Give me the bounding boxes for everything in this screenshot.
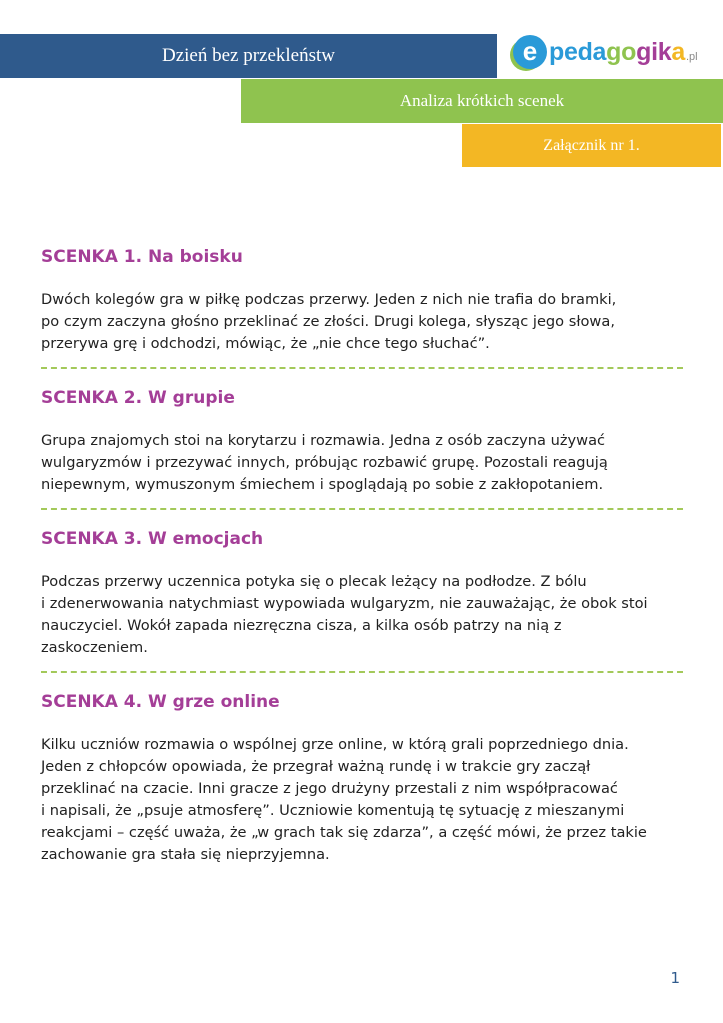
scene-4 bbox=[41, 687, 683, 866]
scene-text-line: i napisali, że „psuje atmosferę”. Uczniowie komentują tę sytuację z mieszanymi bbox=[41, 802, 625, 819]
scene-text-line: po czym zaczyna głośno przeklinać ze złości. Drugi kolega, słysząc jego słowa, bbox=[41, 313, 615, 330]
dashed-separator bbox=[41, 508, 683, 510]
scene-text-line: Podczas przerwy uczennica potyka się o plecak leżący na podłodze. Z bólu bbox=[41, 573, 587, 590]
scene-text-line: wulgaryzmów i przezywać innych, próbując rozbawić grupę. Pozostali reagują bbox=[41, 454, 608, 471]
document-title-banner bbox=[0, 34, 497, 78]
scene-text-line: przerywa grę i odchodzi, mówiąc, że „nie chce tego słuchać”. bbox=[41, 335, 490, 352]
logo-word-part: a bbox=[671, 37, 685, 66]
logo-word-part: gik bbox=[636, 37, 672, 66]
scene-text-line: Jeden z chłopców opowiada, że przegrał ważną rundę i w trakcie gry zaczął bbox=[41, 758, 591, 775]
scene-3 bbox=[41, 524, 683, 659]
scene-text-line: zaskoczeniem. bbox=[41, 639, 148, 656]
scene-title: SCENKA 4. W grze online bbox=[41, 692, 280, 712]
logo-e-icon: e bbox=[513, 35, 547, 69]
scene-text-line: Dwóch kolegów gra w piłkę podczas przerwy. Jeden z nich nie trafia do bramki, bbox=[41, 291, 617, 308]
scene-1 bbox=[41, 242, 683, 355]
scene-text-line: nauczyciel. Wokół zapada niezręczna cisza, a kilka osób patrzy na nią z bbox=[41, 617, 562, 634]
scene-description bbox=[41, 734, 683, 866]
scene-text-line: zachowanie gra stała się nieprzyjemna. bbox=[41, 846, 330, 863]
epedagogika-logo bbox=[513, 30, 718, 74]
logo-wordmark bbox=[549, 38, 685, 67]
scene-description bbox=[41, 289, 683, 355]
dashed-separator bbox=[41, 671, 683, 673]
scene-text-line: i zdenerwowania natychmiast wypowiada wulgaryzm, nie zauważając, że obok stoi bbox=[41, 595, 648, 612]
logo-word-part: peda bbox=[549, 37, 607, 66]
scene-title: SCENKA 2. W grupie bbox=[41, 388, 235, 408]
scene-2 bbox=[41, 383, 683, 496]
scene-title: SCENKA 1. Na boisku bbox=[41, 247, 243, 267]
scene-text-line: przeklinać na czacie. Inni gracze z jego drużyny przestali z nim współpracować bbox=[41, 780, 618, 797]
scene-title: SCENKA 3. W emocjach bbox=[41, 529, 264, 549]
document-title: Dzień bez przekleństw bbox=[161, 45, 336, 66]
document-subtitle-banner bbox=[241, 79, 723, 123]
attachment-label: Załącznik nr 1. bbox=[543, 136, 640, 154]
document-subtitle: Analiza krótkich scenek bbox=[399, 91, 565, 110]
attachment-banner bbox=[462, 124, 721, 167]
logo-domain-suffix: .pl bbox=[685, 50, 698, 63]
scenes-content bbox=[41, 242, 683, 866]
scene-description bbox=[41, 430, 683, 496]
page-number: 1 bbox=[670, 969, 680, 987]
scene-text-line: reakcjami – część uważa, że „w grach tak się zdarza”, a część mówi, że przez takie bbox=[41, 824, 647, 841]
dashed-separator bbox=[41, 367, 683, 369]
logo-word-part: go bbox=[606, 37, 637, 66]
scene-text-line: Kilku uczniów rozmawia o wspólnej grze online, w którą grali poprzedniego dnia. bbox=[41, 736, 629, 753]
scene-text-line: Grupa znajomych stoi na korytarzu i rozmawia. Jedna z osób zaczyna używać bbox=[41, 432, 606, 449]
scene-description bbox=[41, 571, 683, 659]
scene-text-line: niepewnym, wymuszonym śmiechem i spoglądają po sobie z zakłopotaniem. bbox=[41, 476, 604, 493]
